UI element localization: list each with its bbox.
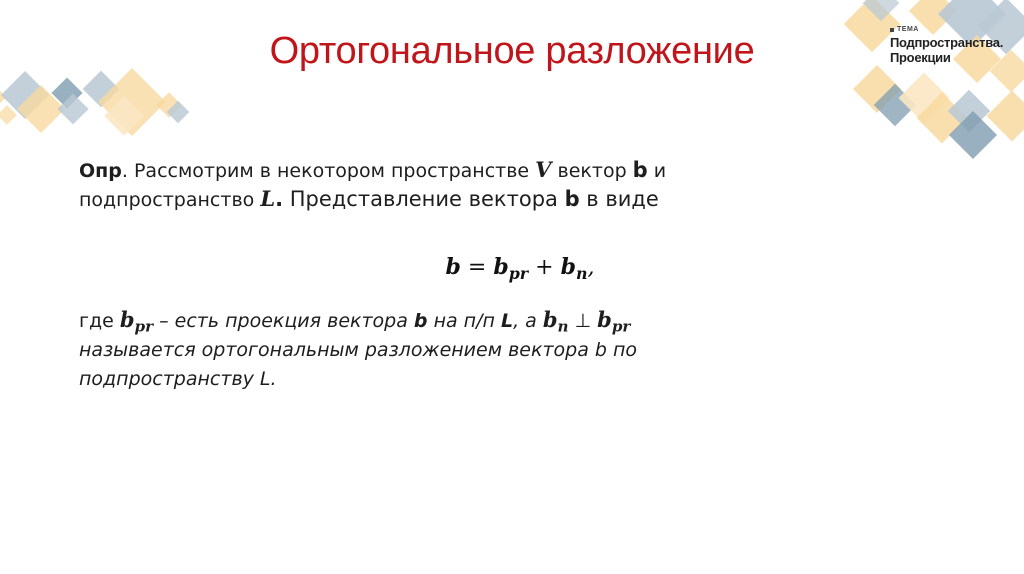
topic-name: Подпространства. Проекции (890, 35, 1004, 65)
vector-b: b (564, 187, 580, 211)
definition-text: в виде (579, 187, 659, 211)
subspace-L: L (500, 310, 514, 332)
explanation-line: называется ортогональным разложением вектора b по (79, 339, 638, 361)
definition-text: подпространство (79, 189, 261, 211)
sub-n: n (557, 317, 569, 336)
explanation-text: , а (513, 310, 543, 332)
b-symbol: b (597, 307, 612, 332)
slide-title: Ортогональное разложение (269, 30, 755, 72)
definition-term: Опр (79, 160, 122, 182)
explanation-text: – есть проекция вектора (153, 310, 414, 332)
formula-lhs: b (445, 254, 461, 280)
formula-eq: = (460, 255, 494, 280)
diamonds-left (0, 68, 189, 136)
b-symbol: b (542, 307, 558, 332)
explanation-paragraph (79, 305, 979, 394)
space-symbol: V (535, 157, 552, 182)
formula-plus: + (528, 255, 561, 280)
formula-sub-n: n (575, 263, 588, 283)
definition-text: вектор (551, 160, 633, 182)
vector-b: b (413, 310, 428, 332)
formula-b: b (560, 254, 576, 280)
definition-text: Представление вектора (283, 187, 565, 211)
explanation-text: где (79, 310, 120, 332)
definition-period: . (275, 187, 284, 211)
vector-b: b (632, 158, 648, 182)
square-bullet-icon (890, 28, 894, 32)
sub-pr: pr (134, 317, 154, 336)
formula-comma: , (587, 255, 595, 280)
definition-text: . Рассмотрим в некотором пространстве (121, 160, 536, 182)
definition-text: и (647, 160, 667, 182)
b-pr (597, 307, 631, 336)
sub-pr: pr (611, 317, 631, 336)
explanation-line: подпространству L. (79, 368, 277, 390)
subspace-symbol: L (260, 186, 276, 211)
topic-label (890, 26, 1003, 65)
decomposition-formula (0, 254, 1024, 283)
b-pr (119, 307, 154, 336)
formula-b: b (493, 254, 509, 280)
formula-sub-pr: pr (508, 263, 529, 283)
topic-tag-text: ТЕМА (897, 26, 919, 33)
b-n (542, 307, 569, 336)
explanation-text: на п/п (427, 310, 501, 332)
b-symbol: b (119, 307, 135, 332)
diamonds-right (844, 0, 1024, 159)
topic-tag (890, 26, 1003, 33)
perp-symbol: ⊥ (568, 310, 598, 332)
definition-paragraph (79, 156, 979, 214)
